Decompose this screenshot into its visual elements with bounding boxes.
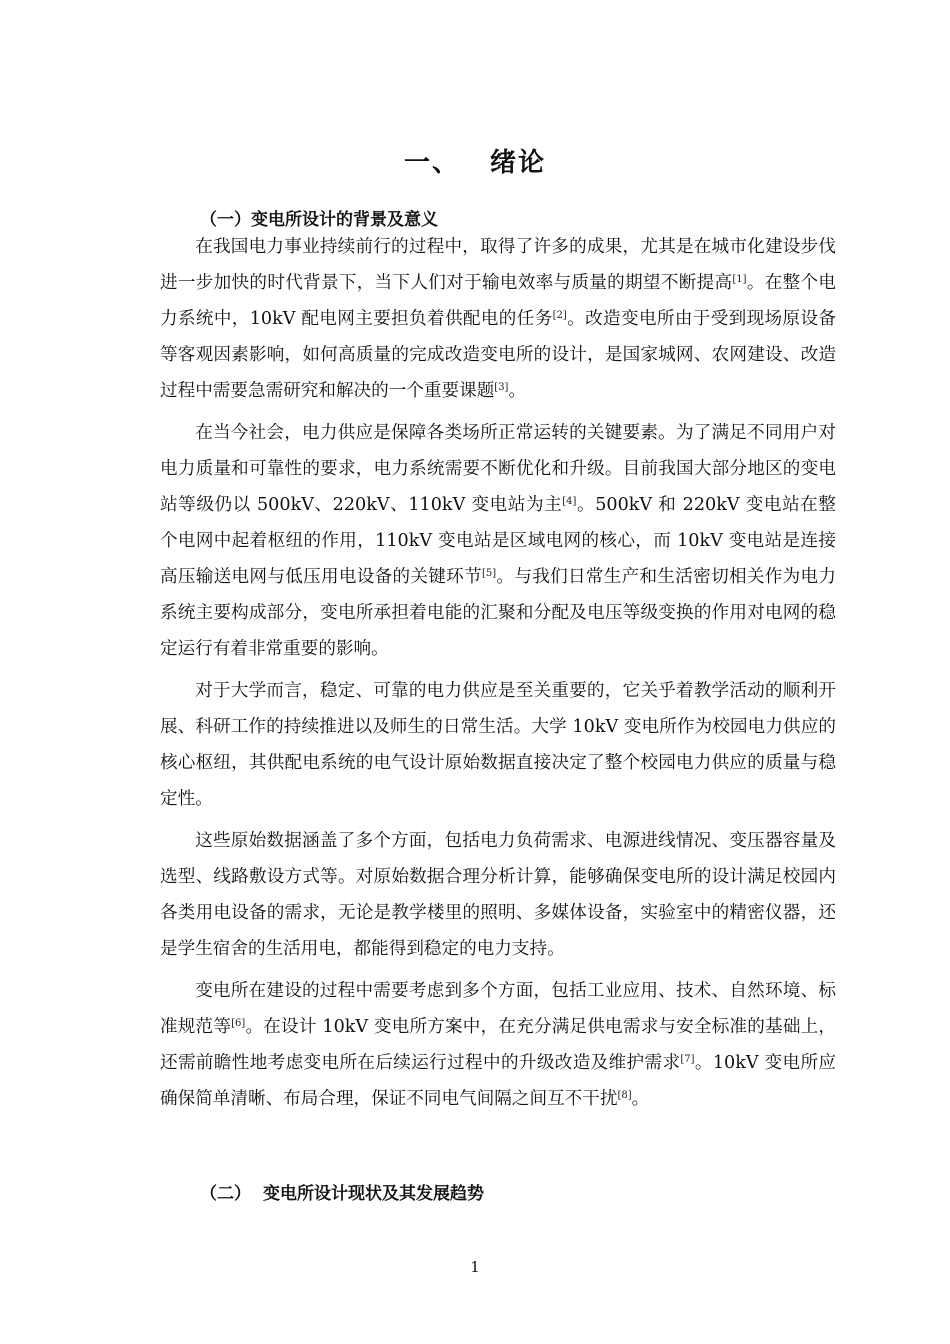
section-number: （一）: [200, 210, 251, 230]
paragraph-3: [160, 673, 836, 817]
paragraph-text: 。: [508, 381, 527, 401]
chapter-title-text: 绪论: [490, 148, 547, 178]
body-text: [160, 229, 836, 1117]
citation-ref: [1]: [732, 274, 747, 285]
citation-ref: [6]: [231, 1018, 246, 1029]
page-number: 1: [470, 1258, 480, 1276]
paragraph-text: 变电所在建设的过程中需要考虑到多个方面，包括工业应用、技术、自然环境、标准规范等: [160, 981, 836, 1037]
citation-ref: [5]: [481, 568, 497, 579]
paragraph-2: [160, 415, 836, 667]
chapter-number: 一、: [403, 148, 460, 178]
section-number: （二）: [200, 1184, 251, 1204]
citation-ref: [8]: [617, 1090, 632, 1101]
chapter-title: [0, 142, 950, 179]
paragraph-text: 。改造变电所由于受到现场原设备等客观因素影响，如何高质量的完成改造变电所的设计，是国家城网、农网建设、改造过程中需要急需研究和解决的一个重要课题: [160, 309, 836, 401]
citation-ref: [4]: [562, 496, 577, 507]
citation-ref: [7]: [680, 1054, 695, 1065]
section-title: 变电所设计现状及其发展趋势: [263, 1184, 484, 1204]
paragraph-1: [160, 229, 836, 409]
paragraph-5: [160, 973, 836, 1117]
section-heading-1: [200, 205, 438, 230]
citation-ref: [3]: [494, 382, 509, 393]
paragraph-text: 。500kV 和 220kV 变电站在整个电网中起着枢纽的作用，110kV 变电站是区域电网的核心，而 10kV 变电站是连接高压输送电网与低压用电设备的关键环节: [160, 495, 836, 587]
paragraph-text: 在当今社会，电力供应是保障各类场所正常运转的关键要素。为了满足不同用户对电力质量和可靠性的要求，电力系统需要不断优化和升级。目前我国大部分地区的变电站等级仍以 500kV、220kV、110kV 变电站为主: [160, 423, 836, 515]
section-heading-2: [200, 1179, 484, 1204]
paragraph-text: 。: [631, 1089, 650, 1109]
section-title: 变电所设计的背景及意义: [251, 210, 438, 230]
paragraph-text: 。在设计 10kV 变电所方案中，在充分满足供电需求与安全标准的基础上，还需前瞻性地考虑变电所在后续运行过程中的升级改造及维护需求: [160, 1017, 836, 1073]
paragraph-4: [160, 823, 836, 967]
paragraph-text: 这些原始数据涵盖了多个方面，包括电力负荷需求、电源进线情况、变压器容量及选型、线路敷设方式等。对原始数据合理分析计算，能够确保变电所的设计满足校园内各类用电设备的需求，无论是教学楼里的照明、多媒体设备，实验室中的精密仪器，还是学生宿舍的生活用电，都能得到稳定的电力支持。: [160, 831, 836, 959]
paragraph-text: 。在整个电力系统中，10kV 配电网主要担负着供配电的任务: [160, 273, 836, 329]
paragraph-text: 。与我们日常生产和生活密切相关作为电力系统主要构成部分，变电所承担着电能的汇聚和分配及电压等级变换的作用对电网的稳定运行有着非常重要的影响。: [160, 567, 836, 659]
citation-ref: [2]: [552, 310, 567, 321]
paragraph-text: 对于大学而言，稳定、可靠的电力供应是至关重要的，它关乎着教学活动的顺利开展、科研工作的持续推进以及师生的日常生活。大学 10kV 变电所作为校园电力供应的核心枢纽，其供配电系统的电气设计原始数据直接决定了整个校园电力供应的质量与稳定性。: [160, 681, 836, 809]
paragraph-text: 在我国电力事业持续前行的过程中，取得了许多的成果，尤其是在城市化建设步伐进一步加快的时代背景下，当下人们对于输电效率与质量的期望不断提高: [160, 237, 836, 293]
paragraph-text: 。10kV 变电所应确保简单清晰、布局合理，保证不同电气间隔之间互不干扰: [160, 1053, 836, 1109]
